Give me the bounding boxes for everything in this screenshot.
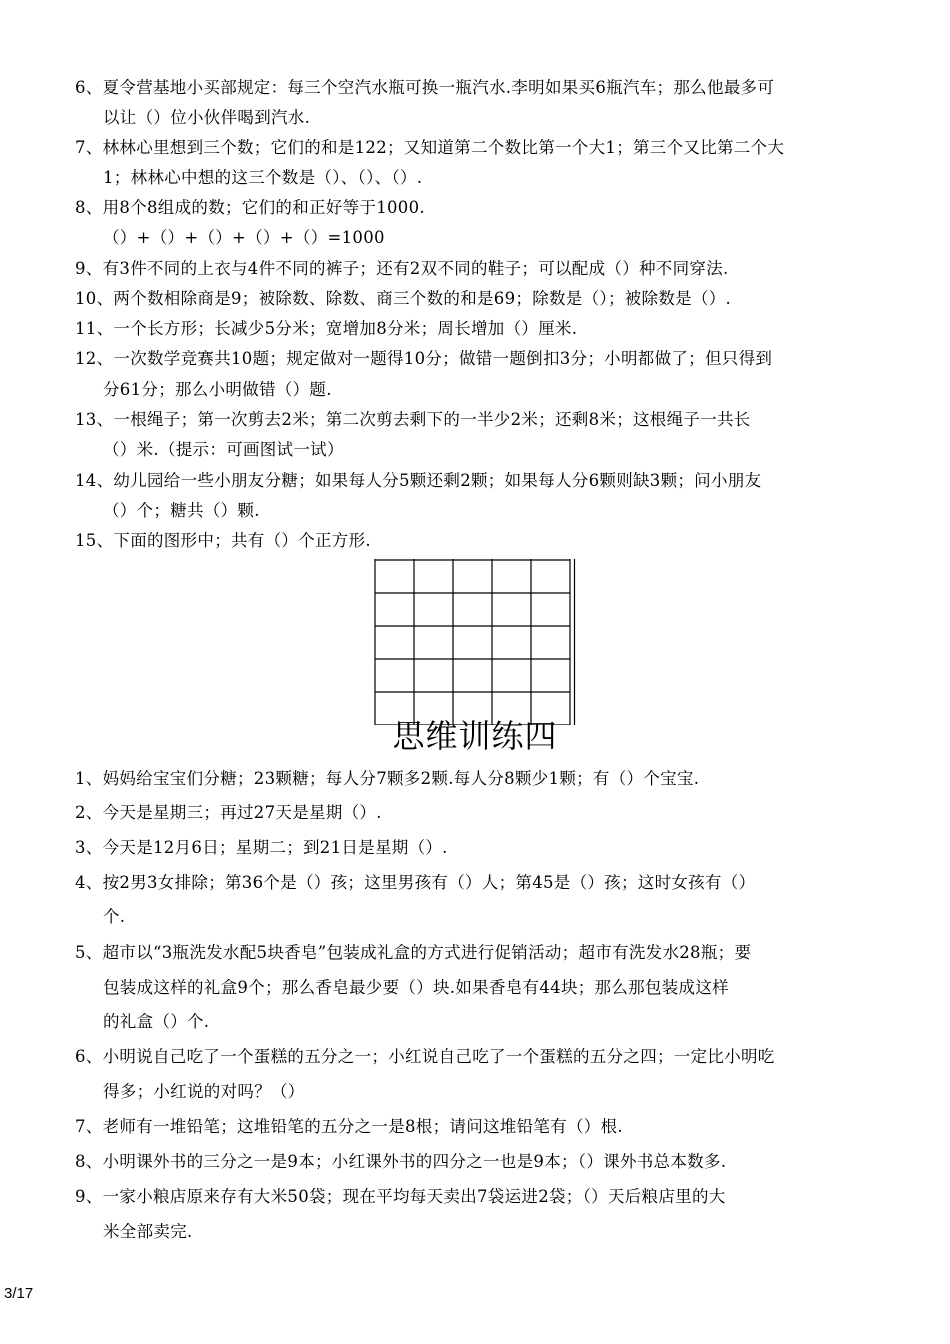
b6-line1: 6、小明说自己吃了一个蛋糕的五分之一；小红说自己吃了一个蛋糕的五分之四；一定比小明吃 [75,1047,775,1066]
q12-line1: 12、一次数学竞赛共10题；规定做对一题得10分；做错一题倒扣3分；小明都做了；但只得到 [75,349,773,368]
q12-line2: 分61分；那么小明做错（）题. [103,380,332,399]
q13-line2: （）米.（提示：可画图试一试） [103,440,344,459]
page-number: 3/17 [4,1285,34,1302]
q7-line1: 7、林林心里想到三个数；它们的和是122；又知道第二个数比第一个大1；第三个又比第二个大 [75,138,785,157]
b5-line2: 包装成这样的礼盒9个；那么香皂最少要（）块.如果香皂有44块；那么那包装成这样 [103,978,729,997]
q6-line1: 6、夏令营基地小买部规定：每三个空汽水瓶可换一瓶汽水.李明如果买6瓶汽车；那么他最多可 [75,78,775,97]
square-grid-figure [374,559,580,725]
b9-line1: 9、一家小粮店原来存有大米50袋；现在平均每天卖出7袋运进2袋；（）天后粮店里的大 [75,1187,726,1206]
b5-line3: 的礼盒（）个. [103,1012,210,1031]
b6-line2: 得多；小红说的对吗？（） [103,1082,305,1101]
b4-line2: 个. [103,907,126,926]
q10-line1: 10、两个数相除商是9；被除数、除数、商三个数的和是69；除数是（）；被除数是（）. [75,289,732,308]
section-title: 思维训练四 [392,717,558,755]
q15-line1: 15、下面的图形中；共有（）个正方形. [75,531,371,550]
b3-line1: 3、今天是12月6日；星期二；到21日是星期（）. [75,838,448,857]
q14-line1: 14、幼儿园给一些小朋友分糖；如果每人分5颗还剩2颗；如果每人分6颗则缺3颗；问小朋友 [75,471,762,490]
q8-line2: （）+（）+（）+（）+（）=1000 [103,228,385,247]
b1-line1: 1、妈妈给宝宝们分糖；23颗糖；每人分7颗多2颗.每人分8颗少1颗；有（）个宝宝. [75,769,700,788]
b9-line2: 米全部卖完. [103,1222,193,1241]
b7-line1: 7、老师有一堆铅笔；这堆铅笔的五分之一是8根；请问这堆铅笔有（）根. [75,1117,623,1136]
b4-line1: 4、按2男3女排除；第36个是（）孩；这里男孩有（）人；第45是（）孩；这时女孩有（） [75,873,756,892]
q11-line1: 11、一个长方形；长减少5分米；宽增加8分米；周长增加（）厘米. [75,319,578,338]
q14-line2: （）个；糖共（）颗. [103,501,260,520]
q8-line1: 8、用8个8组成的数；它们的和正好等于1000. [75,198,425,217]
b5-line1: 5、超市以“3瓶洗发水配5块香皂”包装成礼盒的方式进行促销活动；超市有洗发水28瓶；要 [75,943,752,962]
q7-line2: 1；林林心中想的这三个数是（）、（）、（）. [103,168,423,187]
q6-line2: 以让（）位小伙伴喝到汽水. [103,108,311,127]
b8-line1: 8、小明课外书的三分之一是9本；小红课外书的四分之一也是9本；（）课外书总本数多. [75,1152,727,1171]
q13-line1: 13、一根绳子；第一次剪去2米；第二次剪去剩下的一半少2米；还剩8米；这根绳子一共长 [75,410,751,429]
q9-line1: 9、有3件不同的上衣与4件不同的裤子；还有2双不同的鞋子；可以配成（）种不同穿法. [75,259,729,278]
b2-line1: 2、今天是星期三；再过27天是星期（）. [75,803,382,822]
